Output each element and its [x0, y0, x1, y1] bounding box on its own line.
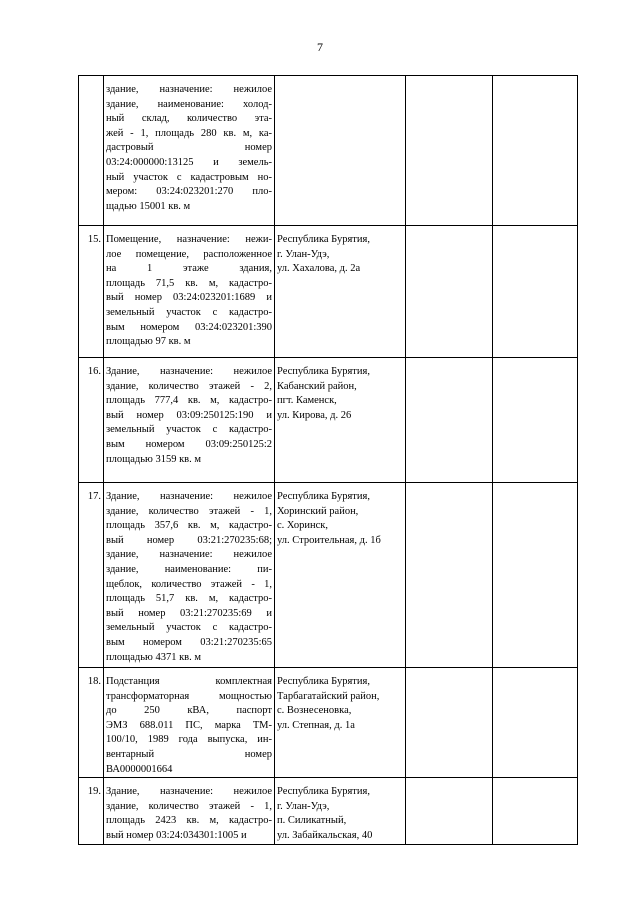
address-line: ул. Строительная, д. 1б: [277, 534, 381, 546]
empty-cell: [406, 483, 493, 668]
description-line: площадь 357,6 кв. м, кадастро-: [106, 520, 272, 532]
description-line: вый номер 03:24:034301:1005 и: [106, 829, 247, 841]
description-line: здание, количество этажей - 2,: [106, 380, 272, 392]
description-line: щадью 15001 кв. м: [106, 200, 191, 212]
description-line: вый номер 03:21:270235:69 и: [106, 607, 272, 619]
property-description: [104, 778, 275, 844]
description-line: вым номером 03:09:250125:2: [106, 438, 272, 450]
description-line: вым номером 03:24:023201:390: [106, 321, 272, 333]
property-address: [275, 226, 406, 358]
description-line: на 1 этаже здания,: [106, 263, 272, 275]
row-number: [79, 76, 104, 226]
address-line: ул. Степная, д. 1а: [277, 719, 355, 731]
property-description: [104, 483, 275, 668]
property-description: [104, 226, 275, 358]
property-description: [104, 76, 275, 226]
description-line: площадь 71,5 кв. м, кадастро-: [106, 277, 272, 289]
description-line: площадь 51,7 кв. м, кадастро-: [106, 593, 272, 605]
description-line: трансформаторная мощностью: [106, 690, 272, 702]
address-line: Республика Бурятия,: [277, 366, 370, 377]
description-line: здание, наименование: пи-: [106, 563, 272, 575]
description-line: жей - 1, площадь 280 кв. м, ка-: [106, 127, 272, 139]
description-line: Здание, назначение: нежилое: [106, 366, 272, 377]
address-line: ул. Забайкальская, 40: [277, 829, 373, 841]
description-line: ЭМЗ 688.011 ПС, марка ТМ-: [106, 719, 272, 731]
property-description: [104, 358, 275, 483]
address-line: ул. Кирова, д. 26: [277, 409, 352, 421]
description-line: лое помещение, расположенное: [106, 248, 272, 260]
empty-cell: [493, 76, 578, 226]
property-address: [275, 76, 406, 226]
address-line: пгт. Каменск,: [277, 395, 337, 407]
row-number: 17.: [79, 483, 104, 668]
description-line: здание, количество этажей - 1,: [106, 505, 272, 517]
description-line: щеблок, количество этажей - 1,: [106, 578, 272, 590]
description-line: площадью 4371 кв. м: [106, 651, 202, 663]
empty-cell: [406, 668, 493, 778]
address-line: п. Силикатный,: [277, 815, 347, 827]
description-line: мером: 03:24:023201:270 пло-: [106, 186, 272, 198]
row-number: 19.: [79, 778, 104, 844]
address-line: г. Улан-Удэ,: [277, 248, 330, 260]
description-line: вый номер 03:21:270235:68;: [106, 534, 272, 546]
description-line: 03:24:000000:13125 и земель-: [106, 156, 272, 168]
description-line: Подстанция комплектная: [106, 676, 272, 687]
description-line: дастровый номер: [106, 142, 272, 154]
address-line: ул. Хахалова, д. 2а: [277, 263, 361, 275]
description-line: вентарный номер: [106, 748, 272, 760]
empty-cell: [406, 778, 493, 844]
description-line: здание, наименование: холод-: [106, 98, 272, 110]
property-description: [104, 668, 275, 778]
description-line: Здание, назначение: нежилое: [106, 786, 272, 798]
address-line: Хоринский район,: [277, 505, 359, 517]
table-row: [79, 358, 578, 483]
description-line: ный участок с кадастровым но-: [106, 171, 272, 183]
description-line: 100/10, 1989 года выпуска, ин-: [106, 734, 272, 746]
description-line: земельный участок с кадастро-: [106, 622, 272, 634]
empty-cell: [493, 358, 578, 483]
table-row: [79, 226, 578, 358]
description-line: вый номер 03:24:023201:1689 и: [106, 292, 272, 304]
description-line: Здание, назначение: нежилое: [106, 491, 272, 502]
property-address: [275, 358, 406, 483]
description-line: вым номером 03:21:270235:65: [106, 636, 272, 648]
address-line: с. Вознесеновка,: [277, 705, 352, 717]
description-line: площадь 777,4 кв. м, кадастро-: [106, 395, 272, 407]
description-line: площадью 97 кв. м: [106, 336, 191, 348]
description-line: ный склад, количество эта-: [106, 113, 272, 125]
row-number: 18.: [79, 668, 104, 778]
empty-cell: [406, 76, 493, 226]
property-address: [275, 778, 406, 844]
description-line: земельный участок с кадастро-: [106, 424, 272, 436]
empty-cell: [493, 778, 578, 844]
description-line: здание, количество этажей - 1,: [106, 800, 272, 812]
address-line: Кабанский район,: [277, 380, 357, 392]
address-line: г. Улан-Удэ,: [277, 800, 330, 812]
row-number: 16.: [79, 358, 104, 483]
empty-cell: [493, 483, 578, 668]
description-line: до 250 кВА, паспорт: [106, 705, 272, 717]
page-number: 7: [317, 40, 323, 54]
address-line: Тарбагатайский район,: [277, 690, 380, 702]
description-line: здание, назначение: нежилое: [106, 549, 272, 561]
address-line: Республика Бурятия,: [277, 234, 370, 245]
property-address: [275, 483, 406, 668]
description-line: земельный участок с кадастро-: [106, 306, 272, 318]
address-line: Республика Бурятия,: [277, 491, 370, 502]
address-line: Республика Бурятия,: [277, 786, 370, 798]
table-row: [79, 778, 578, 844]
address-line: с. Хоринск,: [277, 520, 328, 532]
empty-cell: [406, 358, 493, 483]
property-address: [275, 668, 406, 778]
description-line: площадью 3159 кв. м: [106, 453, 202, 465]
description-line: здание, назначение: нежилое: [106, 84, 272, 95]
empty-cell: [493, 668, 578, 778]
description-line: площадь 2423 кв. м, кадастро-: [106, 815, 272, 827]
address-line: Республика Бурятия,: [277, 676, 370, 687]
description-line: ВА0000001664: [106, 763, 173, 775]
empty-cell: [493, 226, 578, 358]
description-line: вый номер 03:09:250125:190 и: [106, 409, 272, 421]
property-table: [78, 75, 578, 845]
empty-cell: [406, 226, 493, 358]
table-row: [79, 483, 578, 668]
row-number: 15.: [79, 226, 104, 358]
table-row: [79, 76, 578, 226]
description-line: Помещение, назначение: нежи-: [106, 234, 272, 245]
table-row: [79, 668, 578, 778]
